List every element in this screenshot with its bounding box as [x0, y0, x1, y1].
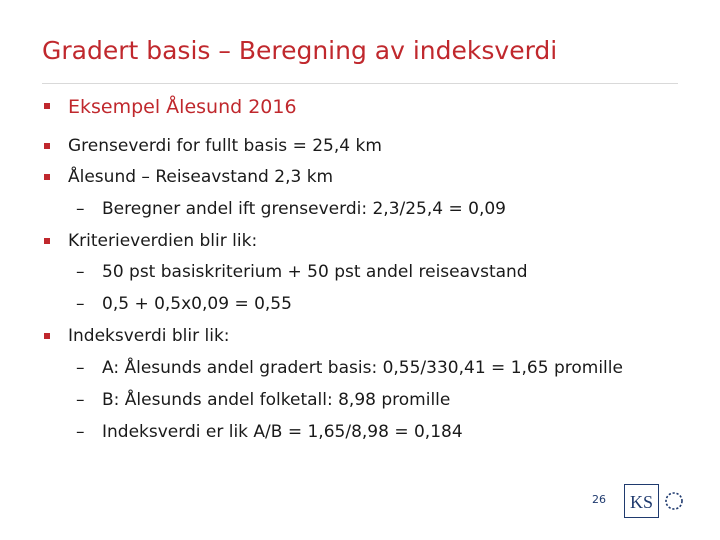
square-bullet-icon	[44, 174, 50, 180]
sub-item: 0,5 + 0,5x0,09 = 0,55	[102, 294, 292, 314]
dash-marker: –	[76, 262, 85, 282]
bullet-item: Kriterieverdien blir lik:	[68, 231, 258, 251]
bullet-item: Indeksverdi blir lik:	[68, 326, 230, 346]
dash-marker: –	[76, 199, 85, 219]
ks-logo-icon	[624, 484, 690, 518]
dash-marker: –	[76, 422, 85, 442]
title-divider	[42, 83, 678, 84]
square-bullet-icon	[44, 103, 50, 109]
sub-item: B: Ålesunds andel folketall: 8,98 promille	[102, 390, 451, 410]
square-bullet-icon	[44, 143, 50, 149]
bullet-item: Grenseverdi for fullt basis = 25,4 km	[68, 136, 382, 156]
dash-marker: –	[76, 390, 85, 410]
bullet-item: Eksempel Ålesund 2016	[68, 96, 297, 118]
logo-text: KS	[629, 492, 654, 512]
square-bullet-icon	[44, 238, 50, 244]
slide-title: Gradert basis – Beregning av indeksverdi	[42, 36, 558, 65]
sub-item: Beregner andel ift grenseverdi: 2,3/25,4 = 0,09	[102, 199, 506, 219]
dash-marker: –	[76, 294, 85, 314]
sub-item: Indeksverdi er lik A/B = 1,65/8,98 = 0,184	[102, 422, 463, 442]
sub-item: 50 pst basiskriterium + 50 pst andel reiseavstand	[102, 262, 528, 282]
square-bullet-icon	[44, 333, 50, 339]
bullet-item: Ålesund – Reiseavstand 2,3 km	[68, 167, 334, 187]
sub-item: A: Ålesunds andel gradert basis: 0,55/330,41 = 1,65 promille	[102, 358, 623, 378]
page-number: 26	[592, 493, 606, 506]
dash-marker: –	[76, 358, 85, 378]
